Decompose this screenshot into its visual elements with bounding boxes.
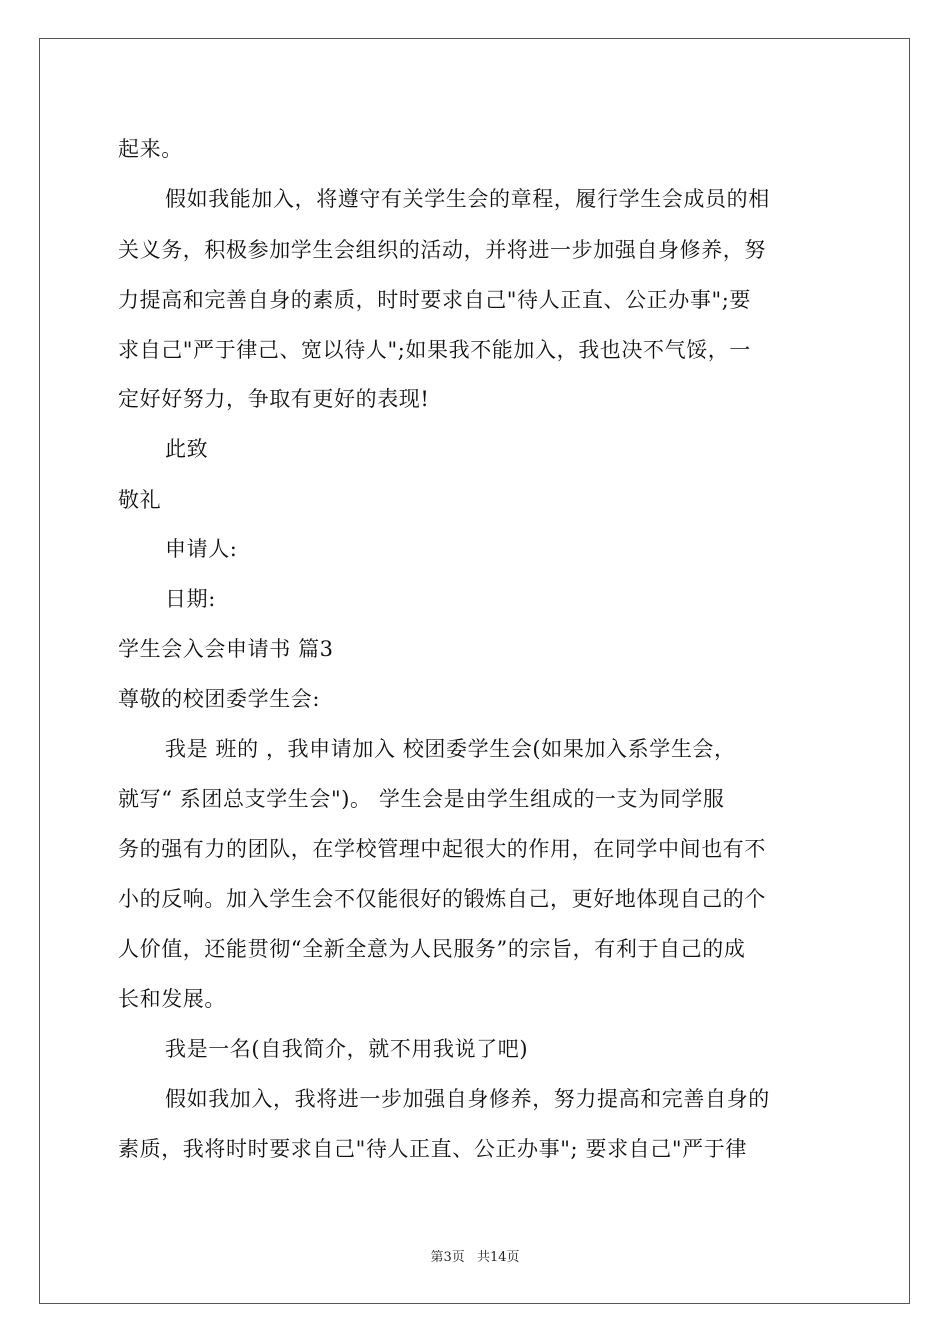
closing-regards: 敬礼: [118, 488, 162, 512]
text-line: 求自己"严于律己、宽以待人";如果我不能加入，我也决不气馁，一: [118, 338, 751, 362]
section-heading: 学生会入会申请书 篇3: [118, 637, 334, 661]
text-line: 假如我加入，我将进一步加强自身修养，努力提高和完善自身的: [165, 1087, 770, 1111]
text-line: 人价值，还能贯彻“全新全意为人民服务”的宗旨，有利于自己的成: [118, 937, 746, 961]
text-line: 定好好努力，争取有更好的表现!: [118, 387, 430, 411]
page-border: [39, 38, 910, 1304]
applicant-field: 申请人:: [165, 537, 238, 561]
date-field: 日期:: [165, 587, 216, 611]
text-line: 素质，我将时时要求自己"待人正直、公正办事"; 要求自己"严于律: [118, 1137, 747, 1161]
text-line: 我是一名(自我简介，就不用我说了吧): [165, 1037, 529, 1061]
text-line: 我是 班的 ，我申请加入 校团委学生会(如果加入系学生会，: [165, 737, 736, 761]
text-line: 就写“ 系团总支学生会")。 学生会是由学生组成的一支为同学服: [118, 787, 725, 811]
text-line: 力提高和完善自身的素质，时时要求自己"待人正直、公正办事";要: [118, 288, 751, 312]
page-number: 第3页: [430, 1250, 465, 1265]
closing-salutation: 此致: [165, 437, 209, 461]
text-line: 务的强有力的团队，在学校管理中起很大的作用，在同学中间也有不: [118, 837, 766, 861]
text-line: 关义务，积极参加学生会组织的活动，并将进一步加强自身修养，努: [118, 238, 766, 262]
addressee: 尊敬的校团委学生会:: [118, 687, 321, 711]
text-line: 起来。: [118, 137, 183, 161]
text-line: 假如我能加入，将遵守有关学生会的章程，履行学生会成员的相: [165, 187, 770, 211]
text-line: 小的反响。加入学生会不仅能很好的锻炼自己，更好地体现自己的个: [118, 887, 766, 911]
text-line: 长和发展。: [118, 987, 226, 1011]
page-total: 共14页: [476, 1250, 520, 1265]
page-footer: [0, 1246, 950, 1265]
